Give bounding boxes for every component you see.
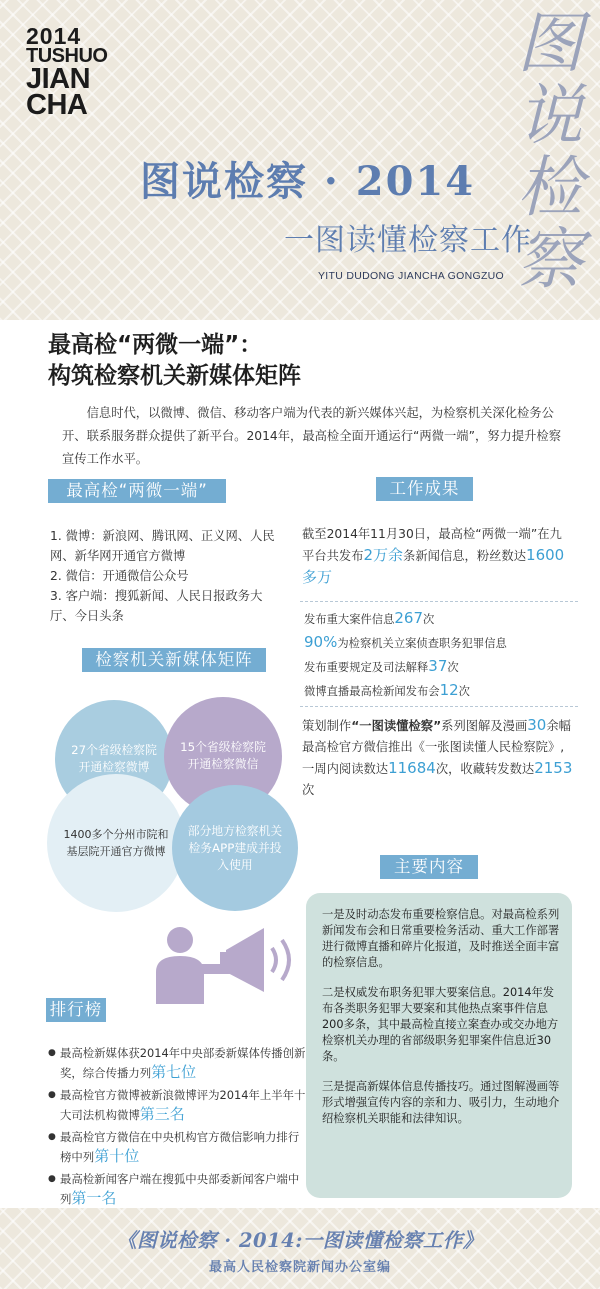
footer-banner bbox=[0, 1208, 600, 1289]
ranking-text: 最高检新媒体获2014年中央部委新媒体传播创新奖，综合传播力列 bbox=[60, 1046, 306, 1080]
list-item bbox=[48, 1086, 306, 1125]
results-text: 系列图解及漫画 bbox=[441, 719, 528, 733]
ranking-highlight: 第十位 bbox=[94, 1147, 140, 1165]
results-text: 次 bbox=[302, 783, 315, 797]
matrix-tag: 检察机关新媒体矩阵 bbox=[82, 648, 266, 672]
channel-list bbox=[50, 526, 275, 626]
footer-org: 最高人民检察院新闻办公室编 bbox=[208, 1260, 391, 1275]
stat-text: 次 bbox=[423, 613, 435, 626]
list-item bbox=[48, 1128, 306, 1167]
results-text: 截至2014年11月30日，最高检“两微一端”在九平台共发布 bbox=[302, 527, 562, 563]
logo-line: CHA bbox=[26, 89, 88, 122]
results-bold: “一图读懂检察” bbox=[351, 719, 442, 733]
matrix-circle bbox=[47, 774, 185, 912]
stat-number: 90% bbox=[304, 633, 338, 651]
calligraphy-char: 检 bbox=[517, 149, 583, 226]
page-subtitle: 一图读懂检察工作 bbox=[284, 223, 532, 258]
circle-label: 1400多个分州市院和基层院开通官方微博 bbox=[63, 828, 169, 858]
list-item: 3. 客户端：搜狐新闻、人民日报政务大厅、今日头条 bbox=[50, 589, 263, 623]
circle-label: 15个省级检察院开通检察微信 bbox=[180, 740, 266, 771]
results-highlight: 11684 bbox=[388, 759, 436, 777]
content-paragraph: 一是及时动态发布重要检察信息。对最高检系列新闻发布会和日常重要检务活动、重大工作部署进行微博直播和碎片化报道，及时推送全面丰富的检察信息。 bbox=[322, 908, 560, 969]
divider bbox=[300, 706, 578, 707]
circle-label: 部分地方检察机关检务APP建成并投入使用 bbox=[187, 823, 283, 872]
results-tag: 工作成果 bbox=[376, 477, 473, 501]
content-paragraph: 二是权威发布职务犯罪大要案信息。2014年发布各类职务犯罪大要案和其他热点案事件信息200多条，其中最高检直接立案查办或交办地方检察机关办理的省部级职务犯罪案件信息近30条。 bbox=[322, 986, 559, 1063]
results-text: 条新闻信息，粉丝数达 bbox=[403, 549, 527, 563]
results-highlight: 30 bbox=[527, 716, 547, 734]
list-item: 1. 微博：新浪网、腾讯网、正义网、人民网、新华网开通官方微博 bbox=[50, 529, 275, 563]
ranking-text: 最高检新闻客户端在搜狐中央部委新闻客户端中列 bbox=[60, 1172, 300, 1206]
matrix-circle bbox=[172, 785, 298, 911]
stat-text: 次 bbox=[458, 685, 470, 698]
stat-text: 微博直播最高检新闻发布会 bbox=[304, 685, 440, 698]
divider bbox=[300, 601, 578, 602]
list-item bbox=[48, 1044, 306, 1083]
header-banner bbox=[0, 0, 600, 320]
ranking-list bbox=[48, 1044, 306, 1212]
stat-text: 为检察机关立案侦查职务犯罪信息 bbox=[337, 637, 507, 650]
results-text: 余幅 bbox=[546, 719, 571, 733]
ranking-text: 最高检官方微信在中央机构官方微信影响力排行榜中列 bbox=[60, 1130, 300, 1164]
list-item: 2. 微信：开通微信公众号 bbox=[50, 569, 189, 583]
ranking-highlight: 第一名 bbox=[71, 1189, 117, 1207]
results-text: 次，收藏转发数达 bbox=[435, 762, 535, 776]
pinyin-subtitle: YITU DUDONG JIANCHA GONGZUO bbox=[318, 270, 505, 282]
headline-line: 最高检“两微一端”： bbox=[48, 332, 263, 358]
liangwei-tag: 最高检“两微一端” bbox=[48, 479, 226, 503]
ranking-highlight: 第三名 bbox=[139, 1105, 185, 1123]
stat-number: 37 bbox=[428, 657, 448, 675]
calligraphy-char: 图 bbox=[517, 5, 583, 82]
ranking-highlight: 第七位 bbox=[151, 1063, 197, 1081]
stat-number: 12 bbox=[439, 681, 459, 699]
stat-row bbox=[304, 631, 574, 655]
section-headline bbox=[48, 330, 301, 392]
results-wechat bbox=[302, 715, 574, 801]
logo-line: 2014 bbox=[26, 23, 82, 49]
logo-line: JIAN bbox=[26, 62, 91, 95]
stat-text: 发布重大案件信息 bbox=[304, 613, 395, 626]
results-stats bbox=[304, 607, 574, 703]
footer-title: 《图说检察 · 2014:一图读懂检察工作》 bbox=[117, 1229, 483, 1252]
person-megaphone-icon bbox=[142, 922, 302, 1004]
logo-line: TUSHUO bbox=[26, 45, 108, 68]
logo bbox=[26, 23, 108, 122]
stat-row bbox=[304, 607, 574, 631]
results-highlight: 2万余 bbox=[363, 546, 404, 564]
content-paragraph: 三是提高新媒体信息传播技巧。通过图解漫画等形式增强宣传内容的亲和力、吸引力，生动地介绍检察机关职能和法律知识。 bbox=[322, 1080, 560, 1125]
ranking-text: 最高检官方微博被新浪微博评为2014年上半年十大司法机构微博 bbox=[60, 1088, 306, 1122]
stat-number: 267 bbox=[394, 609, 424, 627]
results-highlight: 1600多万 bbox=[302, 546, 565, 586]
stat-row bbox=[304, 655, 574, 679]
ranking-tag: 排行榜 bbox=[46, 998, 106, 1022]
list-item bbox=[48, 1170, 306, 1209]
circle-label: 27个省级检察院开通检察微博 bbox=[71, 743, 157, 774]
page-title: 图说检察 · 2014 bbox=[140, 158, 476, 205]
stat-text: 发布重要规定及司法解释 bbox=[304, 661, 429, 674]
content-box bbox=[306, 893, 572, 1198]
stat-text: 次 bbox=[447, 661, 459, 674]
results-highlight: 2153 bbox=[534, 759, 573, 777]
calligraphy-char: 说 bbox=[517, 77, 583, 154]
intro-paragraph: 信息时代，以微博、微信、移动客户端为代表的新兴媒体兴起，为检察机关深化检务公开、联系服务群众提供了新平台。2014年，最高检全面开通运行“两微一端”，努力提升检察宣传工作水平。 bbox=[62, 406, 562, 466]
content-tag: 主要内容 bbox=[380, 855, 478, 879]
results-text: 策划制作 bbox=[302, 719, 352, 733]
calligraphy-char: 察 bbox=[517, 221, 583, 298]
results-summary bbox=[302, 524, 574, 589]
results-text: 最高检官方微信推出《一张图读懂人民检察院》,一周内阅读数达 bbox=[302, 740, 565, 776]
stat-row bbox=[304, 679, 574, 703]
headline-line: 构筑检察机关新媒体矩阵 bbox=[48, 363, 301, 389]
